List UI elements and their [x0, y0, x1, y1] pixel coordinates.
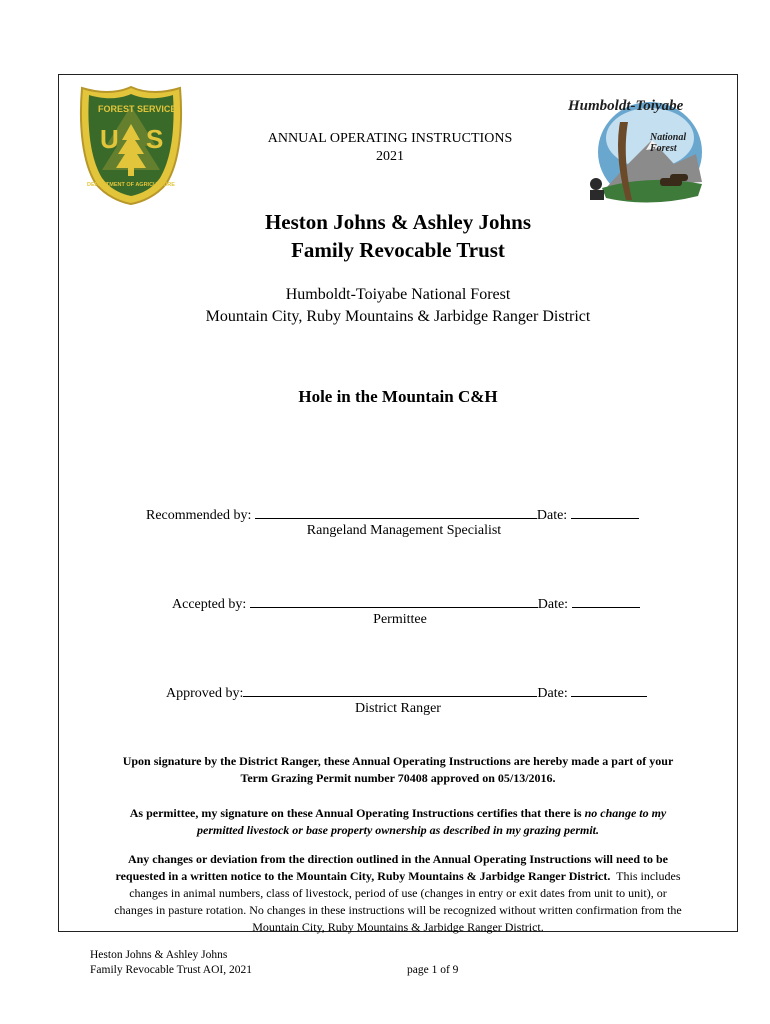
document-type: ANNUAL OPERATING INSTRUCTIONS [267, 131, 513, 146]
certification-italic-2: permitted livestock or base property ownership as described in my grazing permit. [197, 823, 599, 837]
forest-service-logo [76, 84, 186, 206]
humboldt-toiyabe-logo [566, 92, 706, 206]
district-name: Mountain City, Ruby Mountains & Jarbidge Ranger District [205, 308, 591, 325]
logo-text-humboldt-toiyabe: Humboldt-Toiyabe [568, 98, 684, 114]
recommended-date-line[interactable] [571, 506, 639, 519]
changes-normal-1: This includes [616, 869, 681, 883]
approved-signature-line[interactable] [243, 684, 537, 697]
logo-text-usda: DEPARTMENT OF AGRICULTURE [87, 182, 175, 188]
signature-row-recommended [146, 506, 639, 524]
footer-line-1: Heston Johns & Ashley Johns [90, 949, 228, 961]
incorporation-line-2: Term Grazing Permit number 70408 approved on 05/13/2016. [240, 771, 556, 785]
forest-name: Humboldt-Toiyabe National Forest [285, 286, 511, 303]
changes-line-3: changes in animal numbers, class of livestock, period of use (changes in entry or exit dates from unit to unit), or [129, 886, 667, 900]
recommended-signature-line[interactable] [255, 506, 537, 519]
changes-bold-line-1: Any changes or deviation from the direction outlined in the Annual Operating Instructions will need to be [127, 852, 669, 866]
footer-line-2: Family Revocable Trust AOI, 2021 [90, 964, 252, 976]
approved-date-label: Date: [537, 686, 568, 701]
title-line-1: Heston Johns & Ashley Johns [264, 210, 532, 234]
incorporation-line-1: Upon signature by the District Ranger, these Annual Operating Instructions are hereby made a part of your [122, 754, 674, 768]
signature-row-accepted [172, 595, 640, 613]
logo-letter-u: U [100, 124, 119, 154]
accepted-signature-line[interactable] [250, 595, 538, 608]
changes-notice [64, 851, 732, 936]
changes-bold-line-2: requested in a written notice to the Mountain City, Ruby Mountains & Jarbidge Ranger District. [115, 869, 611, 883]
changes-line-4: changes in pasture rotation. No changes in these instructions will be recognized without written confirmation from the [114, 903, 682, 917]
title-line-2: Family Revocable Trust [291, 238, 505, 262]
accepted-date-line[interactable] [572, 595, 640, 608]
allotment-name: Hole in the Mountain C&H [298, 387, 498, 406]
approved-date-line[interactable] [571, 684, 647, 697]
approved-role: District Ranger [355, 701, 441, 716]
recommended-role: Rangeland Management Specialist [306, 523, 502, 538]
signature-row-approved [166, 684, 647, 702]
changes-line-5: Mountain City, Ruby Mountains & Jarbidge Ranger District. [252, 920, 544, 934]
certification-bold-text: As permittee, my signature on these Annual Operating Instructions certifies that there is [129, 806, 582, 820]
certification-italic-1: no change to my [584, 806, 667, 820]
accepted-role: Permittee [373, 612, 427, 627]
approved-by-label: Approved by: [166, 686, 244, 701]
logo-text-forest-service: FOREST SERVICE [98, 104, 177, 114]
accepted-by-label: Accepted by: [172, 597, 247, 612]
page-number: page 1 of 9 [407, 964, 459, 976]
document-year: 2021 [376, 149, 404, 164]
accepted-date-label: Date: [537, 597, 569, 612]
logo-letter-s: S [146, 124, 164, 154]
permittee-certification [64, 805, 732, 839]
recommended-date-label: Date: [536, 508, 568, 523]
recommended-by-label: Recommended by: [146, 508, 252, 523]
logo-text-national-forest: National Forest [650, 132, 687, 154]
incorporation-statement [64, 753, 732, 787]
